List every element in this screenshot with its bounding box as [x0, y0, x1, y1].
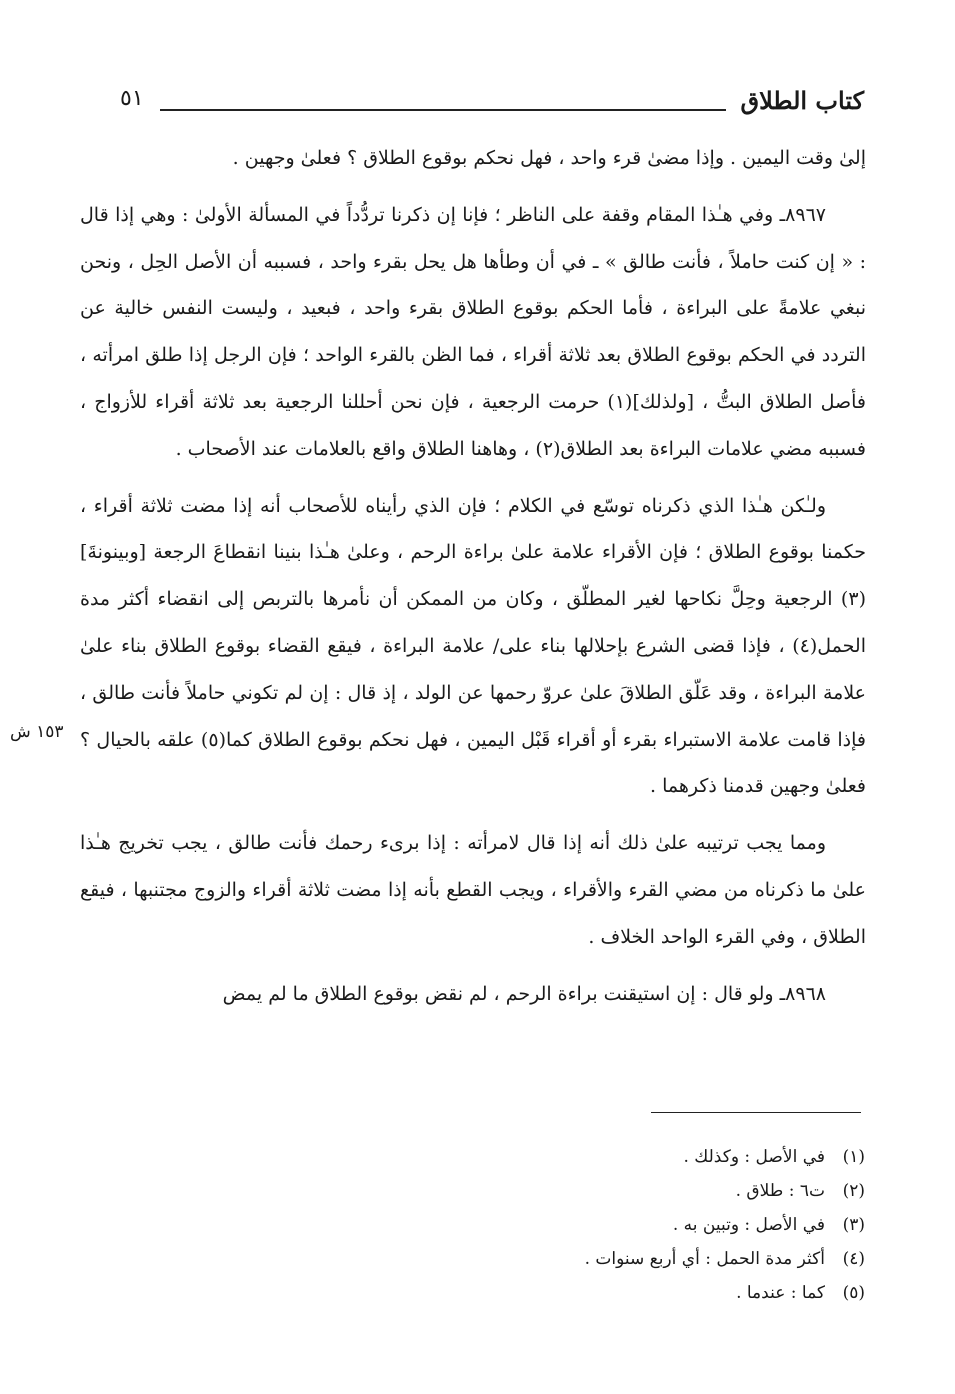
footnote-item — [365, 1174, 865, 1208]
paragraph-consequence: ومما يجب ترتيبه علىٰ ذلك أنه إذا قال لامرأته : إذا برىء رحمك فأنت طالق ، يجب تخريج هـٰذا علىٰ ما ذكرناه من مضي القرء والأقراء ، ويجب القطع بأنه إذا مضت ثلاثة أقراء والزوج مجتنبها ، فيقع الطلاق ، وفي القرء الواحد الخلاف . — [80, 832, 866, 948]
paragraph-continuation: إلىٰ وقت اليمين . وإذا مضىٰ قرء واحد ، فهل نحكم بوقوع الطلاق ؟ فعلىٰ وجهين . — [232, 147, 866, 169]
paragraph-8967: ٨٩٦٧ـ وفي هـٰذا المقام وقفة على الناظر ؛ فإنا إن ذكرنا تردُّداً في المسألة الأولىٰ : وهي إذا قال : « إن كنت حاملاً ، فأنت طالق » ـ في أن وطأها هل يحل بقرء واحد ، فسببه أن الأصل الحِل ، ونحن نبغي علامةً على البراءة ، فأما الحكم بوقوع الطلاق بقرء واحد ، فبعيد ، وليست النفس خالية عن التردد في الحكم بوقوع الطلاق بعد ثلاثة أقراء ، فما الظن بالقرء الواحد ؛ فإن الرجل إذا طلق امرأته ، فأصل الطلاق البتُّ ، [ولذلك](١) حرمت الرجعية ، فإن نحن أحللنا الرجعية بعد ثلاثة أقراء للأزواج ، فسببه مضي علامات البراءة بعد الطلاق(٢) ، وهاهنا الطلاق واقع بالعلامات عند الأصحاب . — [80, 203, 866, 460]
footnote-item — [365, 1140, 865, 1174]
footnote-item — [365, 1208, 865, 1242]
paragraph-8968: ٨٩٦٨ـ ولو قال : إن استيقنت براءة الرحم ، لم نقض بوقوع الطلاق ما لم يمض — [222, 982, 826, 1005]
footnote-item — [365, 1242, 865, 1276]
footnote-rule — [651, 1112, 861, 1113]
footnote-number: (٢) — [842, 1181, 865, 1201]
footnote-number: (٣) — [842, 1215, 865, 1235]
footnote-number: (١) — [842, 1147, 865, 1167]
footnote-number: (٥) — [842, 1283, 865, 1303]
footnote-text: أكثر مدة الحمل : أي أربع سنوات . — [584, 1249, 825, 1269]
footnotes — [365, 1140, 865, 1310]
page-header — [120, 82, 864, 122]
main-text — [80, 135, 866, 1017]
footnote-text: في الأصل : وكذلك . — [683, 1147, 825, 1167]
running-title: كتاب الطلاق — [740, 86, 864, 115]
footnote-number: (٤) — [842, 1249, 865, 1269]
marginal-folio-note: ١٥٣ ش — [10, 722, 64, 742]
paragraph-explanation: ولـٰكن هـٰذا الذي ذكرناه توسّع في الكلام ؛ فإن الذي رأيناه للأصحاب أنه إذا مضت ثلاثة أقراء ، حكمنا بوقوع الطلاق ؛ فإن الأقراء علامة علىٰ براءة الرحم ، وعلىٰ هـٰذا بنينا انقطاعَ الرجعة [وبينونةَ](٣) الرجعية وحِلَّ نكاحها لغير المطلّق ، وكان من الممكن أن نأمرها بالتربص إلى انقضاء أكثر مدة الحمل(٤) ، فإذا قضى الشرع بإحلالها بناء على/ علامة البراءة ، فيقع القضاء بوقوع الطلاق بناء علىٰ علامة البراءة ، وقد عَلّق الطلاقَ علىٰ عروّ رحمها عن الولد ، إذ قال : إن لم تكوني حاملاً فأنت طالق ، فإذا قامت علامة الاستبراء بقرء أو أقراء قَبْل اليمين ، فهل نحكم بوقوع الطلاق كما(٥) علقه بالحيال ؟ فعلىٰ وجهين قدمنا ذكرهما . — [80, 494, 867, 798]
footnote-text: في الأصل : وتبين به . — [672, 1215, 825, 1235]
footnote-item — [365, 1276, 865, 1310]
footnote-text: كما : عندما . — [736, 1283, 825, 1303]
header-rule — [160, 109, 726, 111]
page-number: ٥١ — [120, 86, 144, 111]
footnote-text: ت٦ : طلاق . — [735, 1181, 825, 1201]
